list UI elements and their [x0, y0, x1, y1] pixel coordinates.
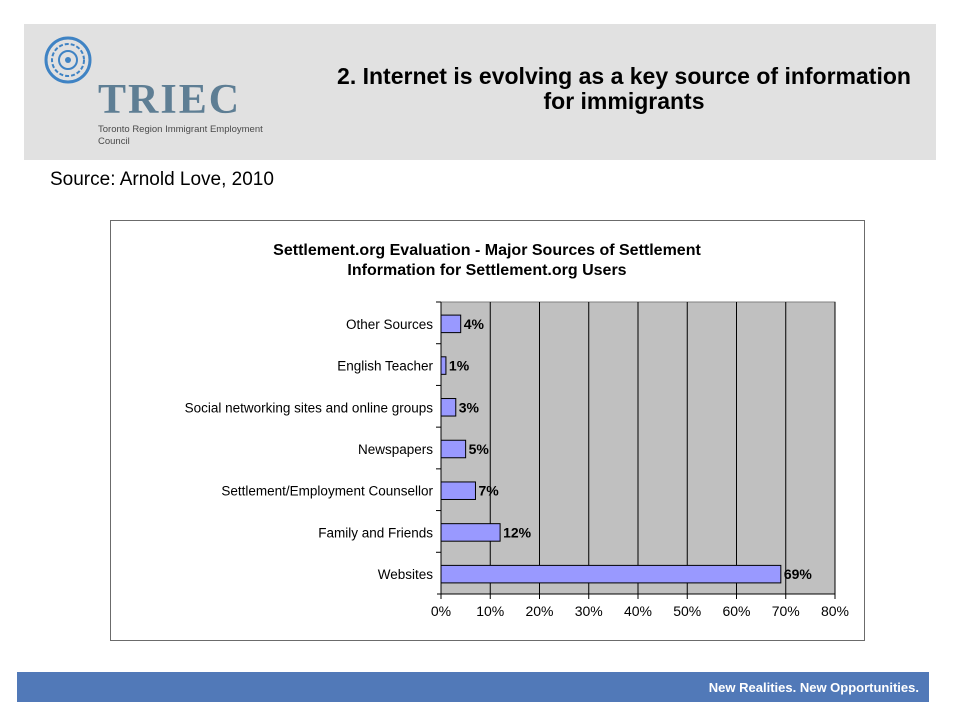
bar	[441, 315, 461, 333]
x-tick-label: 30%	[574, 603, 603, 619]
footer-slogan: New Realities. New Opportunities.	[708, 680, 919, 695]
x-tick-label: 20%	[525, 603, 554, 619]
bar	[441, 524, 500, 542]
slide-title: 2. Internet is evolving as a key source of information for immigrants	[337, 63, 911, 114]
x-tick-label: 60%	[722, 603, 751, 619]
triec-logo	[44, 36, 274, 156]
source-citation: Source: Arnold Love, 2010	[50, 169, 274, 190]
triec-emblem-icon	[44, 36, 92, 84]
bar	[441, 357, 446, 375]
category-label: Newspapers	[357, 442, 433, 457]
header-banner	[24, 24, 936, 160]
x-tick-label: 70%	[771, 603, 800, 619]
bar-chart	[111, 221, 864, 640]
x-tick-label: 0%	[430, 603, 452, 619]
category-label: Social networking sites and online groups	[184, 400, 433, 416]
category-label: Websites	[377, 567, 433, 583]
data-label: 69%	[783, 566, 812, 583]
bar	[441, 399, 456, 417]
bar	[441, 565, 781, 583]
data-label: 5%	[468, 441, 489, 457]
chart-title: Settlement.org Evaluation - Major Sources of Settlement Information for Settlement.org Users	[273, 242, 701, 279]
data-label: 1%	[448, 357, 470, 374]
x-tick-label: 10%	[476, 603, 505, 619]
data-label: 7%	[478, 482, 499, 499]
x-tick-label: 50%	[673, 603, 702, 619]
category-label: Other Sources	[345, 316, 433, 332]
logo-wordmark: TRIEC	[98, 77, 242, 123]
bar	[441, 482, 475, 500]
chart-frame	[110, 220, 865, 641]
x-tick-label: 40%	[623, 603, 653, 619]
category-label: Family and Friends	[318, 525, 433, 541]
bar	[441, 440, 466, 458]
data-label: 4%	[463, 315, 484, 332]
data-label: 3%	[458, 399, 480, 416]
category-label: English Teacher	[337, 358, 433, 374]
x-tick-label: 80%	[820, 603, 850, 619]
footer-bar	[17, 672, 929, 702]
data-label: 12%	[503, 524, 532, 541]
logo-tagline: Toronto Region Immigrant Employment Council	[98, 124, 263, 147]
category-label: Settlement/Employment Counsellor	[221, 483, 433, 499]
